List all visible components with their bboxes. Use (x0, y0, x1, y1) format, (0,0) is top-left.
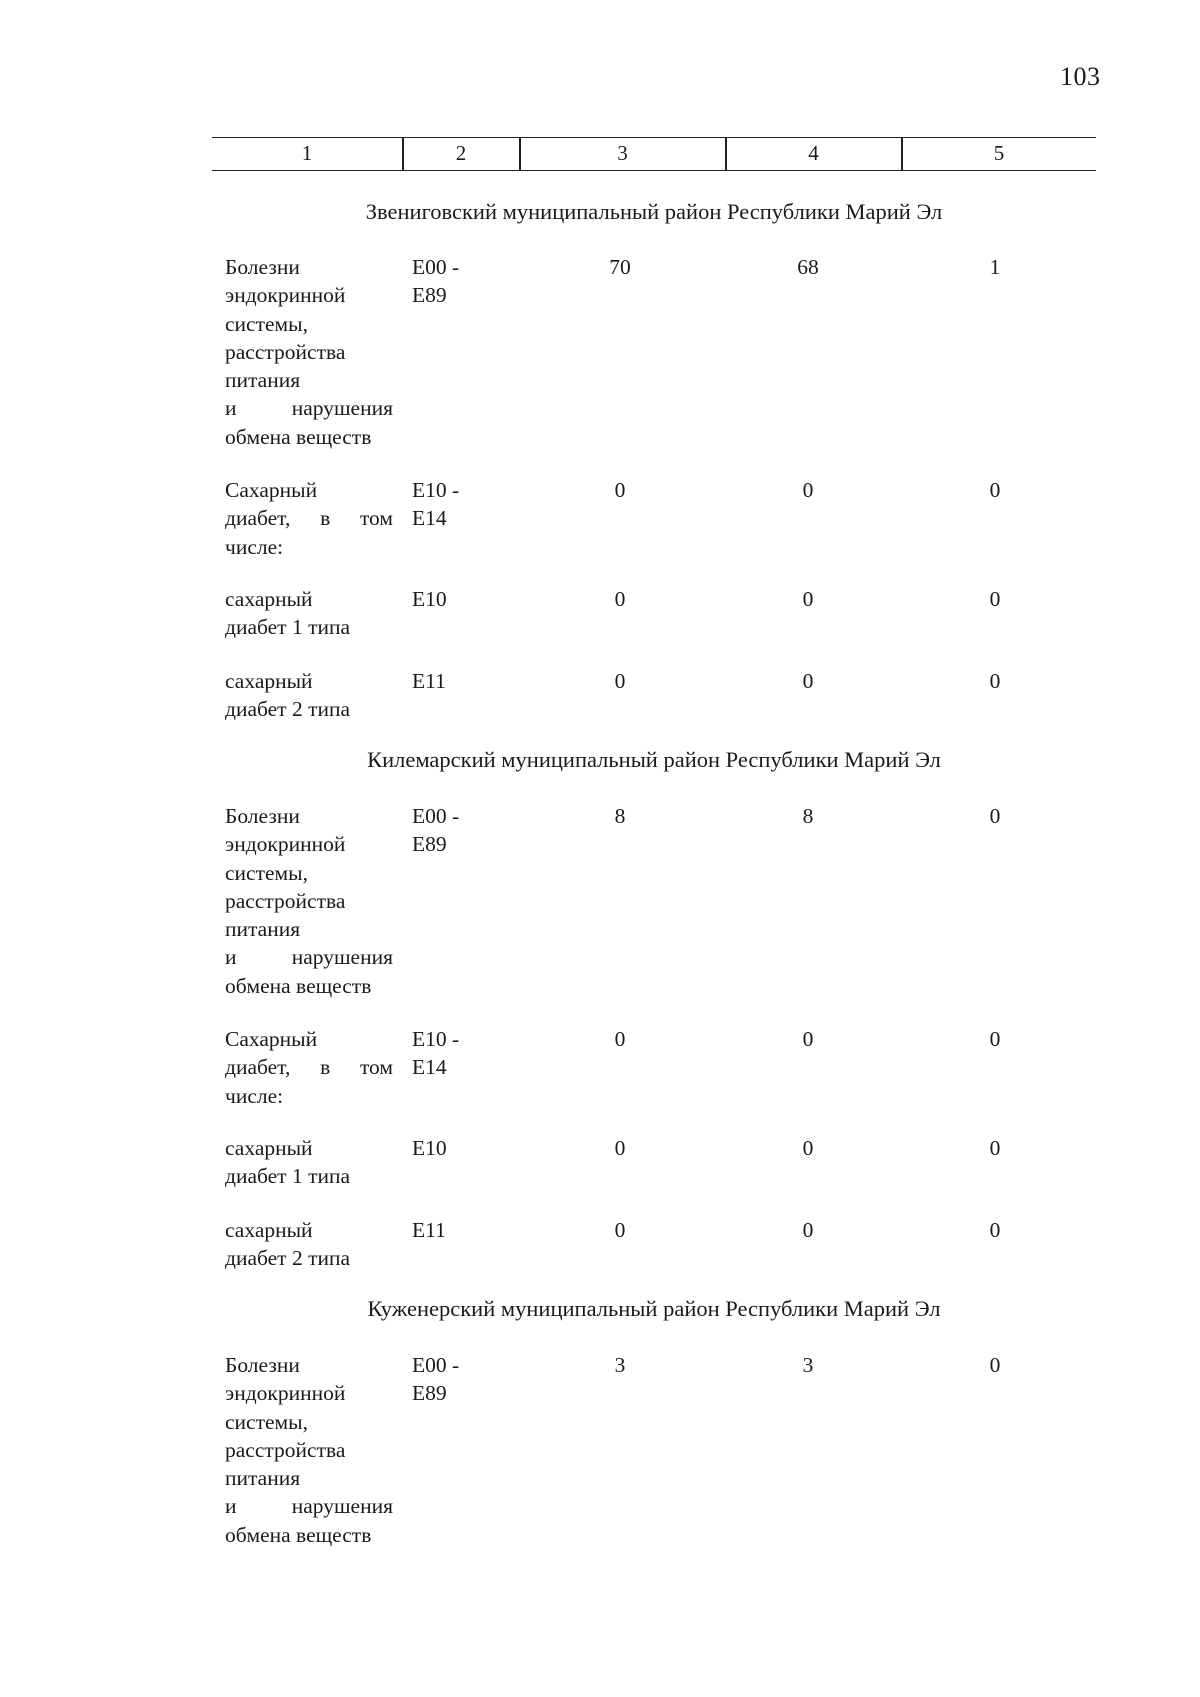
diagnosis-name-word: и (225, 396, 237, 421)
diagnosis-name-line: расстройства (225, 1437, 346, 1462)
diagnosis-name-line: системы, (225, 1409, 308, 1434)
icd-code-line: E11 (412, 669, 446, 693)
column-header-3: 3 (617, 141, 628, 165)
icd-code-line: E11 (412, 1218, 446, 1242)
diagnosis-name-line: обмена веществ (225, 1522, 372, 1547)
diagnosis-name-line: системы, (225, 860, 308, 885)
diagnosis-name-line: расстройства (225, 339, 346, 364)
diagnosis-name (225, 476, 393, 561)
section-title: Куженерский муниципальный район Республики Марий Эл (367, 1296, 941, 1321)
diagnosis-name-word: нарушения (291, 396, 393, 421)
diagnosis-name-word: нарушения (291, 945, 393, 970)
diagnosis-name-word: и (225, 945, 237, 970)
column-header-4: 4 (808, 141, 819, 165)
diagnosis-name-word: и (225, 1494, 237, 1519)
value-col-3: 3 (614, 1353, 626, 1377)
diagnosis-name (225, 1351, 393, 1549)
diagnosis-name (225, 1216, 393, 1273)
value-col-3: 0 (614, 587, 626, 611)
icd-code-line: E89 (412, 832, 447, 857)
diagnosis-name-line: эндокринной (225, 832, 346, 857)
value-col-4: 0 (802, 1218, 814, 1242)
icd-code-line: E00 - (412, 804, 460, 828)
diagnosis-name (225, 667, 393, 724)
diagnosis-name-line: питания (225, 1466, 301, 1491)
diagnosis-name-line: Болезни (225, 804, 300, 828)
diagnosis-name-line: диабет 1 типа (225, 1164, 351, 1189)
diagnosis-name-word: том (359, 1055, 393, 1080)
icd-code-line: E00 - (412, 255, 460, 279)
diagnosis-name-line: диабет 2 типа (225, 1246, 351, 1271)
value-col-3: 70 (609, 255, 631, 279)
diagnosis-name (225, 253, 393, 451)
value-col-4: 0 (802, 478, 814, 502)
diagnosis-name-line: диабет 1 типа (225, 615, 351, 640)
value-col-5: 1 (989, 255, 1001, 279)
diagnosis-name-line: сахарный (225, 1218, 313, 1242)
diagnosis-name-word: в (320, 1055, 331, 1080)
diagnosis-name-line: эндокринной (225, 283, 346, 308)
icd-code (412, 253, 492, 310)
diagnosis-name-line: Болезни (225, 255, 300, 279)
diagnosis-name (225, 1025, 393, 1110)
diagnosis-name-line (225, 1053, 393, 1081)
icd-code-line: E10 (412, 587, 447, 611)
value-col-4: 0 (802, 669, 814, 693)
diagnosis-name-line: обмена веществ (225, 973, 372, 998)
diagnosis-name-line: числе: (225, 1083, 284, 1108)
icd-code-line: E89 (412, 283, 447, 308)
value-col-5: 0 (989, 1218, 1001, 1242)
diagnosis-name-line: Сахарный (225, 478, 318, 502)
value-col-5: 0 (989, 1136, 1001, 1160)
value-col-4: 8 (802, 804, 814, 828)
section-title: Килемарский муниципальный район Республики Марий Эл (367, 747, 941, 772)
value-col-5: 0 (989, 478, 1001, 502)
icd-code-line: E14 (412, 1055, 447, 1080)
icd-code-line: E10 - (412, 478, 460, 502)
diagnosis-name-line: эндокринной (225, 1381, 346, 1406)
value-col-3: 0 (614, 1027, 626, 1051)
diagnosis-name-line: Болезни (225, 1353, 300, 1377)
icd-code-line: E14 (412, 506, 447, 531)
icd-code (412, 585, 492, 613)
icd-code (412, 1025, 492, 1082)
icd-code (412, 1134, 492, 1162)
diagnosis-name-line (225, 1492, 393, 1520)
diagnosis-name-line (225, 394, 393, 422)
diagnosis-name-line: сахарный (225, 587, 313, 611)
diagnosis-name-line: Сахарный (225, 1027, 318, 1051)
diagnosis-name (225, 585, 393, 642)
diagnosis-name-word: нарушения (291, 1494, 393, 1519)
value-col-4: 68 (797, 255, 819, 279)
icd-code-line: E10 (412, 1136, 447, 1160)
diagnosis-name-word: диабет, (225, 1055, 291, 1080)
icd-code (412, 1216, 492, 1244)
diagnosis-name-line: обмена веществ (225, 424, 372, 449)
diagnosis-name-word: том (359, 506, 393, 531)
icd-code-line: E10 - (412, 1027, 460, 1051)
column-header-2: 2 (455, 141, 467, 165)
diagnosis-name-line: диабет 2 типа (225, 697, 351, 722)
value-col-5: 0 (989, 1353, 1001, 1377)
icd-code-line: E00 - (412, 1353, 460, 1377)
value-col-5: 0 (989, 587, 1001, 611)
value-col-4: 3 (802, 1353, 814, 1377)
diagnosis-name (225, 802, 393, 1000)
value-col-3: 0 (614, 1218, 626, 1242)
value-col-5: 0 (989, 1027, 1001, 1051)
diagnosis-name-line: питания (225, 917, 301, 942)
value-col-5: 0 (989, 669, 1001, 693)
value-col-3: 0 (614, 669, 626, 693)
value-col-3: 8 (614, 804, 626, 828)
value-col-4: 0 (802, 1136, 814, 1160)
diagnosis-name-line: сахарный (225, 1136, 313, 1160)
value-col-4: 0 (802, 1027, 814, 1051)
table-column-header (212, 137, 1096, 171)
diagnosis-name-line: числе: (225, 534, 284, 559)
diagnosis-name-line: системы, (225, 311, 308, 336)
value-col-4: 0 (802, 587, 814, 611)
diagnosis-name-line: расстройства (225, 888, 346, 913)
value-col-3: 0 (614, 478, 626, 502)
diagnosis-name-word: диабет, (225, 506, 291, 531)
column-header-5: 5 (993, 141, 1005, 165)
diagnosis-name (225, 1134, 393, 1191)
diagnosis-name-line: питания (225, 368, 301, 393)
icd-code-line: E89 (412, 1381, 447, 1406)
diagnosis-name-line (225, 504, 393, 532)
diagnosis-name-line (225, 943, 393, 971)
icd-code (412, 476, 492, 533)
diagnosis-name-word: в (320, 506, 331, 531)
value-col-5: 0 (989, 804, 1001, 828)
icd-code (412, 1351, 492, 1408)
page-number: 103 (1060, 62, 1101, 91)
column-header-1: 1 (301, 141, 313, 165)
section-title: Звениговский муниципальный район Республики Марий Эл (365, 199, 943, 224)
icd-code (412, 802, 492, 859)
icd-code (412, 667, 492, 695)
value-col-3: 0 (614, 1136, 626, 1160)
diagnosis-name-line: сахарный (225, 669, 313, 693)
